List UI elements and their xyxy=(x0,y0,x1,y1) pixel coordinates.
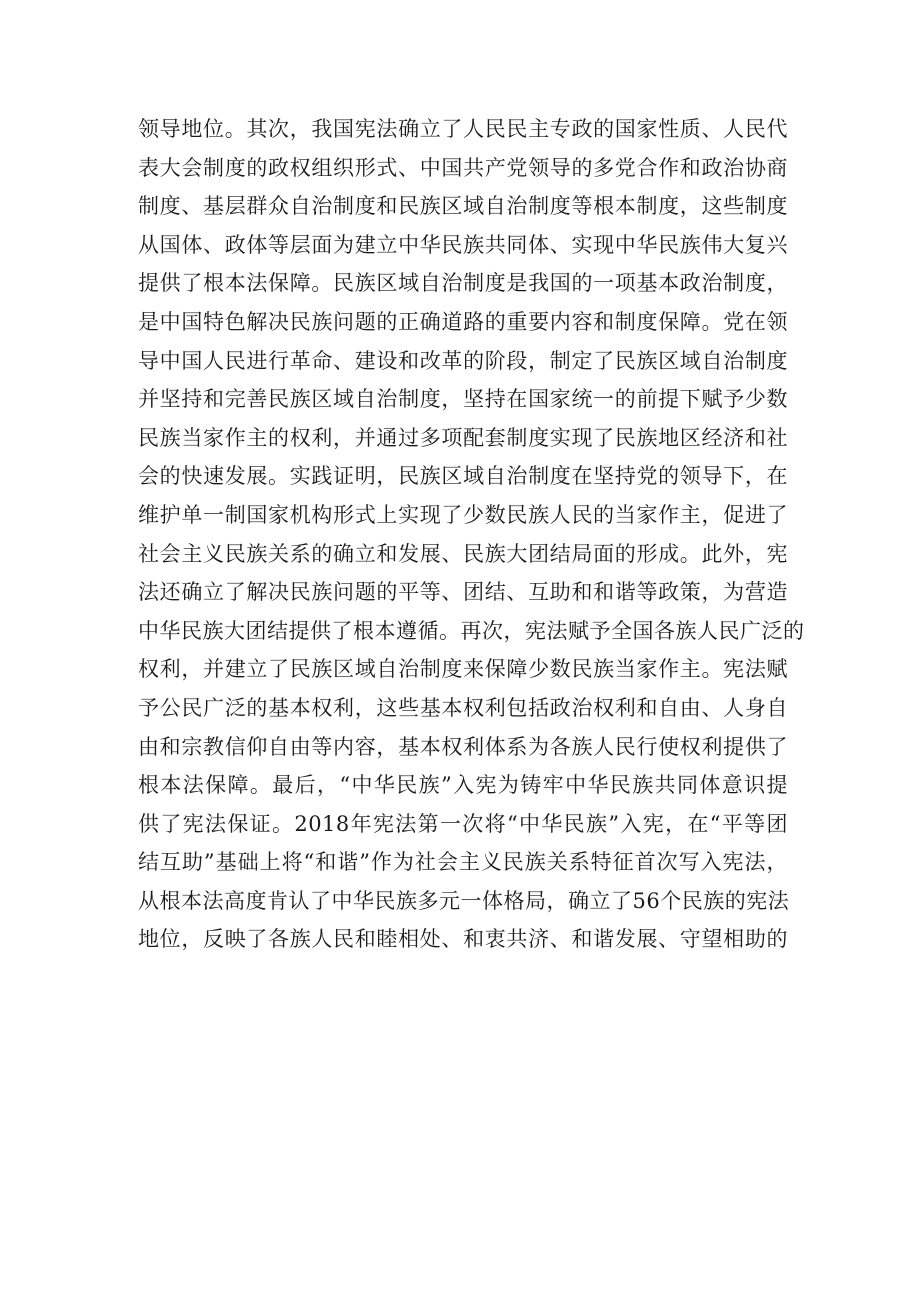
text-line: 是中国特色解决民族问题的正确道路的重要内容和制度保障。党在领 xyxy=(138,309,788,334)
text-line: 维护单一制国家机构形式上实现了少数民族人民的当家作主，促进了 xyxy=(138,502,788,527)
text-line: 结互助”基础上将“和谐”作为社会主义民族关系特征首次写入宪法， xyxy=(138,850,788,875)
text-line: 根本法保障。最后，“中华民族”入宪为铸牢中华民族共同体意识提 xyxy=(138,773,788,798)
text-line: 地位，反映了各族人民和睦相处、和衷共济、和谐发展、守望相助的 xyxy=(138,927,788,952)
text-line: 法还确立了解决民族问题的平等、团结、互助和和谐等政策，为营造 xyxy=(138,580,788,605)
text-line: 提供了根本法保障。民族区域自治制度是我国的一项基本政治制度， xyxy=(138,271,788,296)
text-line: 表大会制度的政权组织形式、中国共产党领导的多党合作和政治协商 xyxy=(138,155,788,180)
text-line: 制度、基层群众自治制度和民族区域自治制度等根本制度，这些制度 xyxy=(138,194,788,219)
text-line: 由和宗教信仰自由等内容，基本权利体系为各族人民行使权利提供了 xyxy=(138,734,788,759)
text-line: 供了宪法保证。2018年宪法第一次将“中华民族”入宪，在“平等团 xyxy=(138,811,788,836)
text-line: 社会主义民族关系的确立和发展、民族大团结局面的形成。此外，宪 xyxy=(138,541,788,566)
text-line: 从国体、政体等层面为建立中华民族共同体、实现中华民族伟大复兴 xyxy=(138,232,788,257)
text-line: 民族当家作主的权利，并通过多项配套制度实现了民族地区经济和社 xyxy=(138,425,788,450)
text-line: 会的快速发展。实践证明，民族区域自治制度在坚持党的领导下，在 xyxy=(138,464,788,489)
text-line: 导中国人民进行革命、建设和改革的阶段，制定了民族区域自治制度 xyxy=(138,348,788,373)
text-line: 中华民族大团结提供了根本遵循。再次，宪法赋予全国各族人民广泛的 xyxy=(138,618,805,643)
text-line: 权利，并建立了民族区域自治制度来保障少数民族当家作主。宪法赋 xyxy=(138,657,788,682)
text-line: 领导地位。其次，我国宪法确立了人民民主专政的国家性质、人民代 xyxy=(138,117,788,141)
text-line: 从根本法高度肯认了中华民族多元一体格局，确立了56个民族的宪法 xyxy=(138,888,790,913)
text-line: 予公民广泛的基本权利，这些基本权利包括政治权利和自由、人身自 xyxy=(138,695,788,720)
body-paragraph xyxy=(138,110,805,959)
text-line: 并坚持和完善民族区域自治制度，坚持在国家统一的前提下赋予少数 xyxy=(138,387,788,412)
